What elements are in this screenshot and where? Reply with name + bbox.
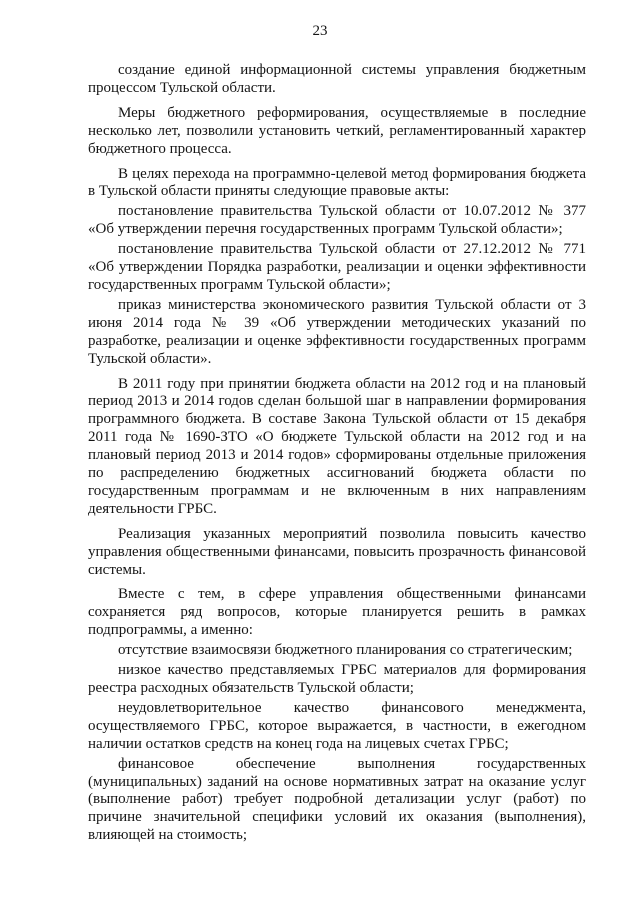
paragraph-5: постановление правительства Тульской области от 27.12.2012 № 771 «Об утверждении Порядка разработки, реализации и оценки эффективности государственных программ Тульской области»; xyxy=(88,241,586,293)
body-text xyxy=(88,62,586,847)
paragraph-9: Вместе с тем, в сфере управления общественными финансами сохраняется ряд вопросов, которые планируется решить в рамках подпрограммы, а именно: xyxy=(88,586,586,639)
paragraph-10: отсутствие взаимосвязи бюджетного планирования со стратегическим; xyxy=(118,642,573,659)
page-number: 23 xyxy=(312,23,328,39)
paragraph-13: финансовое обеспечение выполнения государственных (муниципальных) заданий на основе нормативных затрат на оказание услуг (выполнение работ) требует подробной детализации услуг (работ) по причине значительной специфики условий их оказания (выполнения), влияющей на стоимость; xyxy=(88,755,586,844)
paragraph-4: постановление правительства Тульской области от 10.07.2012 № 377 «Об утверждении перечня государственных программ Тульской области»; xyxy=(88,203,586,238)
paragraph-1: создание единой информационной системы управления бюджетным процессом Тульской области. xyxy=(88,62,586,96)
paragraph-11: низкое качество представляемых ГРБС материалов для формирования реестра расходных обязательств Тульской области; xyxy=(88,662,586,696)
paragraph-3: В целях перехода на программно-целевой метод формирования бюджета в Тульской области приняты следующие правовые акты: xyxy=(88,165,586,200)
paragraph-7: В 2011 году при принятии бюджета области на 2012 год и на плановый период 2013 и 2014 годов сделан большой шаг в направлении формирования программного бюджета. В составе Закона Тульской области от 15 декабря 2011 года № 1690-ЗТО «О бюджете Тульской области на 2012 год и на плановый период 2013 и 2014 годов» сформированы отдельные приложения по распределению бюджетных ассигнований бюджета области по государственным программам и не включенным в них направлениям деятельности ГРБС. xyxy=(88,375,586,517)
paragraph-8: Реализация указанных мероприятий позволила повысить качество управления общественными финансами, повысить прозрачность финансовой системы. xyxy=(88,525,586,578)
paragraph-6: приказ министерства экономического развития Тульской области от 3 июня 2014 года № 39 «Об утверждении методических указаний по разработке, реализации и оценке эффективности государственных программ Тульской области». xyxy=(88,296,586,367)
paragraph-12: неудовлетворительное качество финансового менеджмента, осуществляемого ГРБС, которое выражается, в частности, в ежегодном наличии остатков средств на конец года на лицевых счетах ГРБС; xyxy=(88,699,586,752)
paragraph-2: Меры бюджетного реформирования, осуществляемые в последние несколько лет, позволили установить четкий, регламентированный характер бюджетного процесса. xyxy=(88,104,586,157)
